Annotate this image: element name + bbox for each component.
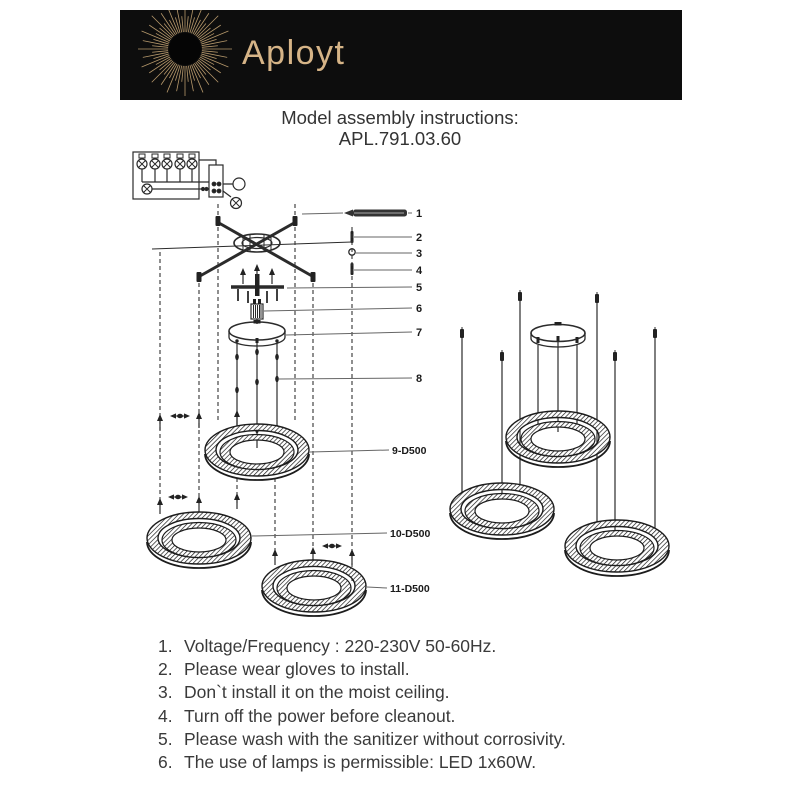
instruction-number: 6. xyxy=(158,752,173,773)
instruction-text: Don`t install it on the moist ceiling. xyxy=(184,682,450,703)
brand-name: Aployt xyxy=(242,33,346,72)
callout-label: 1 xyxy=(416,208,423,220)
callout-label: 2 xyxy=(416,232,423,244)
instruction-text: Please wash with the sanitizer without corrosivity. xyxy=(184,728,566,749)
page-title: Model assembly instructions: xyxy=(281,107,519,128)
instructions-list xyxy=(158,635,698,774)
instruction-item xyxy=(158,705,698,728)
instruction-number: 3. xyxy=(158,682,173,703)
instruction-number: 4. xyxy=(158,705,173,726)
ring-drawing xyxy=(565,520,669,576)
callout-leaders xyxy=(252,213,412,588)
model-number: APL.791.03.60 xyxy=(338,128,462,149)
callout-label: 5 xyxy=(416,282,423,294)
ring-label: 9-D500 xyxy=(392,445,427,457)
instruction-text: Please wear gloves to install. xyxy=(184,659,410,680)
callout-label: 8 xyxy=(416,373,423,385)
instruction-item xyxy=(158,728,698,751)
instruction-item xyxy=(158,751,698,774)
callout-label: 6 xyxy=(416,303,423,315)
callout-label: 7 xyxy=(416,327,423,339)
exploded-view xyxy=(152,210,407,347)
callout-label: 4 xyxy=(416,265,423,277)
instruction-number: 2. xyxy=(158,659,173,680)
instruction-text: Voltage/Frequency : 220-230V 50-60Hz. xyxy=(184,636,497,656)
instruction-number: 1. xyxy=(158,636,173,656)
ring-drawing xyxy=(262,560,366,616)
callout-label: 3 xyxy=(416,248,423,260)
ring-label: 11-D500 xyxy=(390,583,430,595)
ring-label: 10-D500 xyxy=(390,528,431,540)
instruction-text: Turn off the power before cleanout. xyxy=(184,705,456,726)
wiring-diagram xyxy=(133,152,245,209)
instruction-item xyxy=(158,658,698,681)
instruction-item xyxy=(158,635,698,658)
ring-drawing xyxy=(147,512,251,568)
instruction-number: 5. xyxy=(158,728,173,749)
instruction-item xyxy=(158,681,698,704)
instruction-text: The use of lamps is permissible: LED 1x60W. xyxy=(184,752,537,773)
